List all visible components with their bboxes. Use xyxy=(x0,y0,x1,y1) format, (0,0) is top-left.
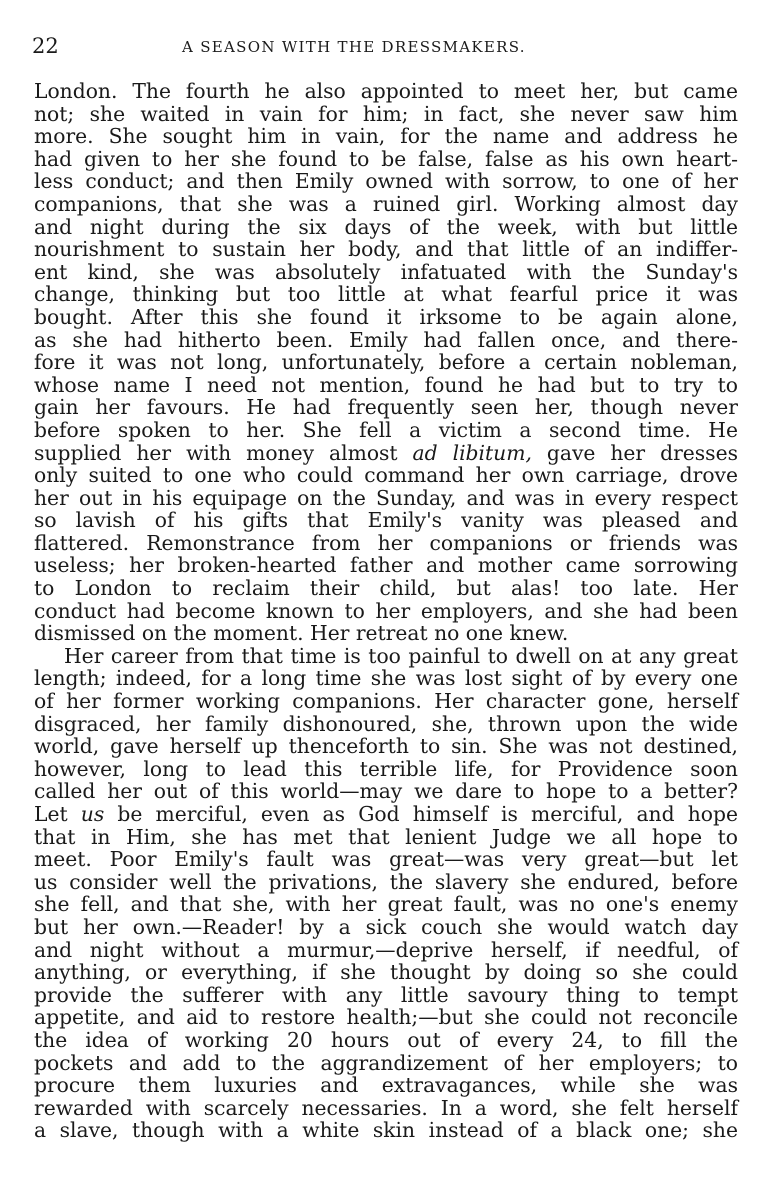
text-line: and night during the six days of the week, with but little xyxy=(34,214,738,239)
text-line: before spoken to her. She fell a victim a second time. He xyxy=(34,417,738,442)
text-line: companions, that she was a ruined girl. Working almost day xyxy=(34,191,738,216)
paragraph-2 xyxy=(34,645,738,1142)
text-line: to London to reclaim their child, but alas! too late. Her xyxy=(34,576,738,601)
text-line: change, thinking but too little at what fearful price it was xyxy=(34,282,738,307)
italic-phrase: us xyxy=(80,802,105,826)
text-line: conduct had become known to her employers, and she had been xyxy=(34,598,738,623)
text-line: called her out of this world—may we dare to hope to a better? xyxy=(34,779,738,804)
text-line: useless; her broken-hearted father and mother came sorrowing xyxy=(34,553,738,578)
text-line: less conduct; and then Emily owned with sorrow, to one of her xyxy=(34,169,738,194)
text-line: not; she waited in vain for him; in fact, she never saw him xyxy=(34,101,738,126)
text-line: bought. After this she found it irksome to be again alone, xyxy=(34,304,738,329)
page-number: 22 xyxy=(32,34,59,58)
text-line: had given to her she found to be false, false as his own heart- xyxy=(34,146,738,171)
running-head xyxy=(32,34,732,58)
text-line: pockets and add to the aggrandizement of her employers; to xyxy=(34,1050,738,1075)
text-line: but her own.—Reader! by a sick couch she would watch day xyxy=(34,914,738,939)
text-line: as she had hitherto been. Emily had fallen once, and there- xyxy=(34,327,738,352)
text-line: a slave, though with a white skin instead of a black one; she xyxy=(34,1118,738,1143)
text-line-with-italic xyxy=(34,442,738,465)
text-line: dismissed on the moment. Her retreat no one knew. xyxy=(34,621,569,646)
text-segment: Let xyxy=(34,802,81,826)
text-line-with-italic xyxy=(34,803,738,826)
text-line: and night without a murmur,—deprive herself, if needful, of xyxy=(34,937,738,962)
text-line: rewarded with scarcely necessaries. In a word, she felt herself xyxy=(34,1095,738,1120)
text-line: her out in his equipage on the Sunday, and was in every respect xyxy=(34,485,738,510)
text-line: appetite, and aid to restore health;—but she could not reconcile xyxy=(34,1005,738,1030)
italic-phrase: ad libitum, xyxy=(412,440,532,465)
text-line: disgraced, her family dishonoured, she, thrown upon the wide xyxy=(34,711,738,736)
text-line: gain her favours. He had frequently seen her, though never xyxy=(34,395,738,420)
text-segment: supplied her with money almost xyxy=(34,440,413,465)
text-line: fore it was not long, unfortunately, before a certain nobleman, xyxy=(34,350,738,375)
text-segment: be merciful, even as God himself is merciful, and hope xyxy=(104,802,738,826)
text-line: however, long to lead this terrible life, for Providence soon xyxy=(34,756,738,781)
text-line: meet. Poor Emily's fault was great—was very great—but let xyxy=(34,847,738,872)
text-segment: gave her dresses xyxy=(531,440,738,465)
text-line: the idea of working 20 hours out of every 24, to fill the xyxy=(34,1027,738,1052)
text-line: flattered. Remonstrance from her companions or friends was xyxy=(34,530,738,555)
text-line: London. The fourth he also appointed to meet her, but came xyxy=(34,79,738,103)
paragraph-1 xyxy=(34,80,738,645)
text-line: that in Him, she has met that lenient Judge we all hope to xyxy=(34,824,738,849)
text-line: only suited to one who could command her own carriage, drove xyxy=(34,463,738,488)
text-line: world, gave herself up thenceforth to sin. She was not destined, xyxy=(34,734,738,759)
text-line: anything, or everything, if she thought by doing so she could xyxy=(34,960,738,985)
text-line: she fell, and that she, with her great fault, was no one's enemy xyxy=(34,892,738,917)
text-line: nourishment to sustain her body, and that little of an indiffer- xyxy=(34,237,738,262)
text-line: procure them luxuries and extravagances, while she was xyxy=(34,1073,738,1098)
text-line: so lavish of his gifts that Emily's vanity was pleased and xyxy=(34,508,738,533)
text-line: Her career from that time is too painful to dwell on at any great xyxy=(64,643,738,668)
text-line: us consider well the privations, the slavery she endured, before xyxy=(34,869,738,894)
text-line: whose name I need not mention, found he had but to try to xyxy=(34,372,738,397)
text-line: more. She sought him in vain, for the name and address he xyxy=(34,124,738,149)
running-title: A SEASON WITH THE DRESSMAKERS. xyxy=(182,38,526,56)
text-line: ent kind, she was absolutely infatuated with the Sunday's xyxy=(34,259,738,284)
body-text xyxy=(34,80,738,1142)
text-line: provide the sufferer with any little savoury thing to tempt xyxy=(34,982,738,1007)
text-line: length; indeed, for a long time she was lost sight of by every one xyxy=(34,666,738,691)
text-line: of her former working companions. Her character gone, herself xyxy=(34,689,738,714)
